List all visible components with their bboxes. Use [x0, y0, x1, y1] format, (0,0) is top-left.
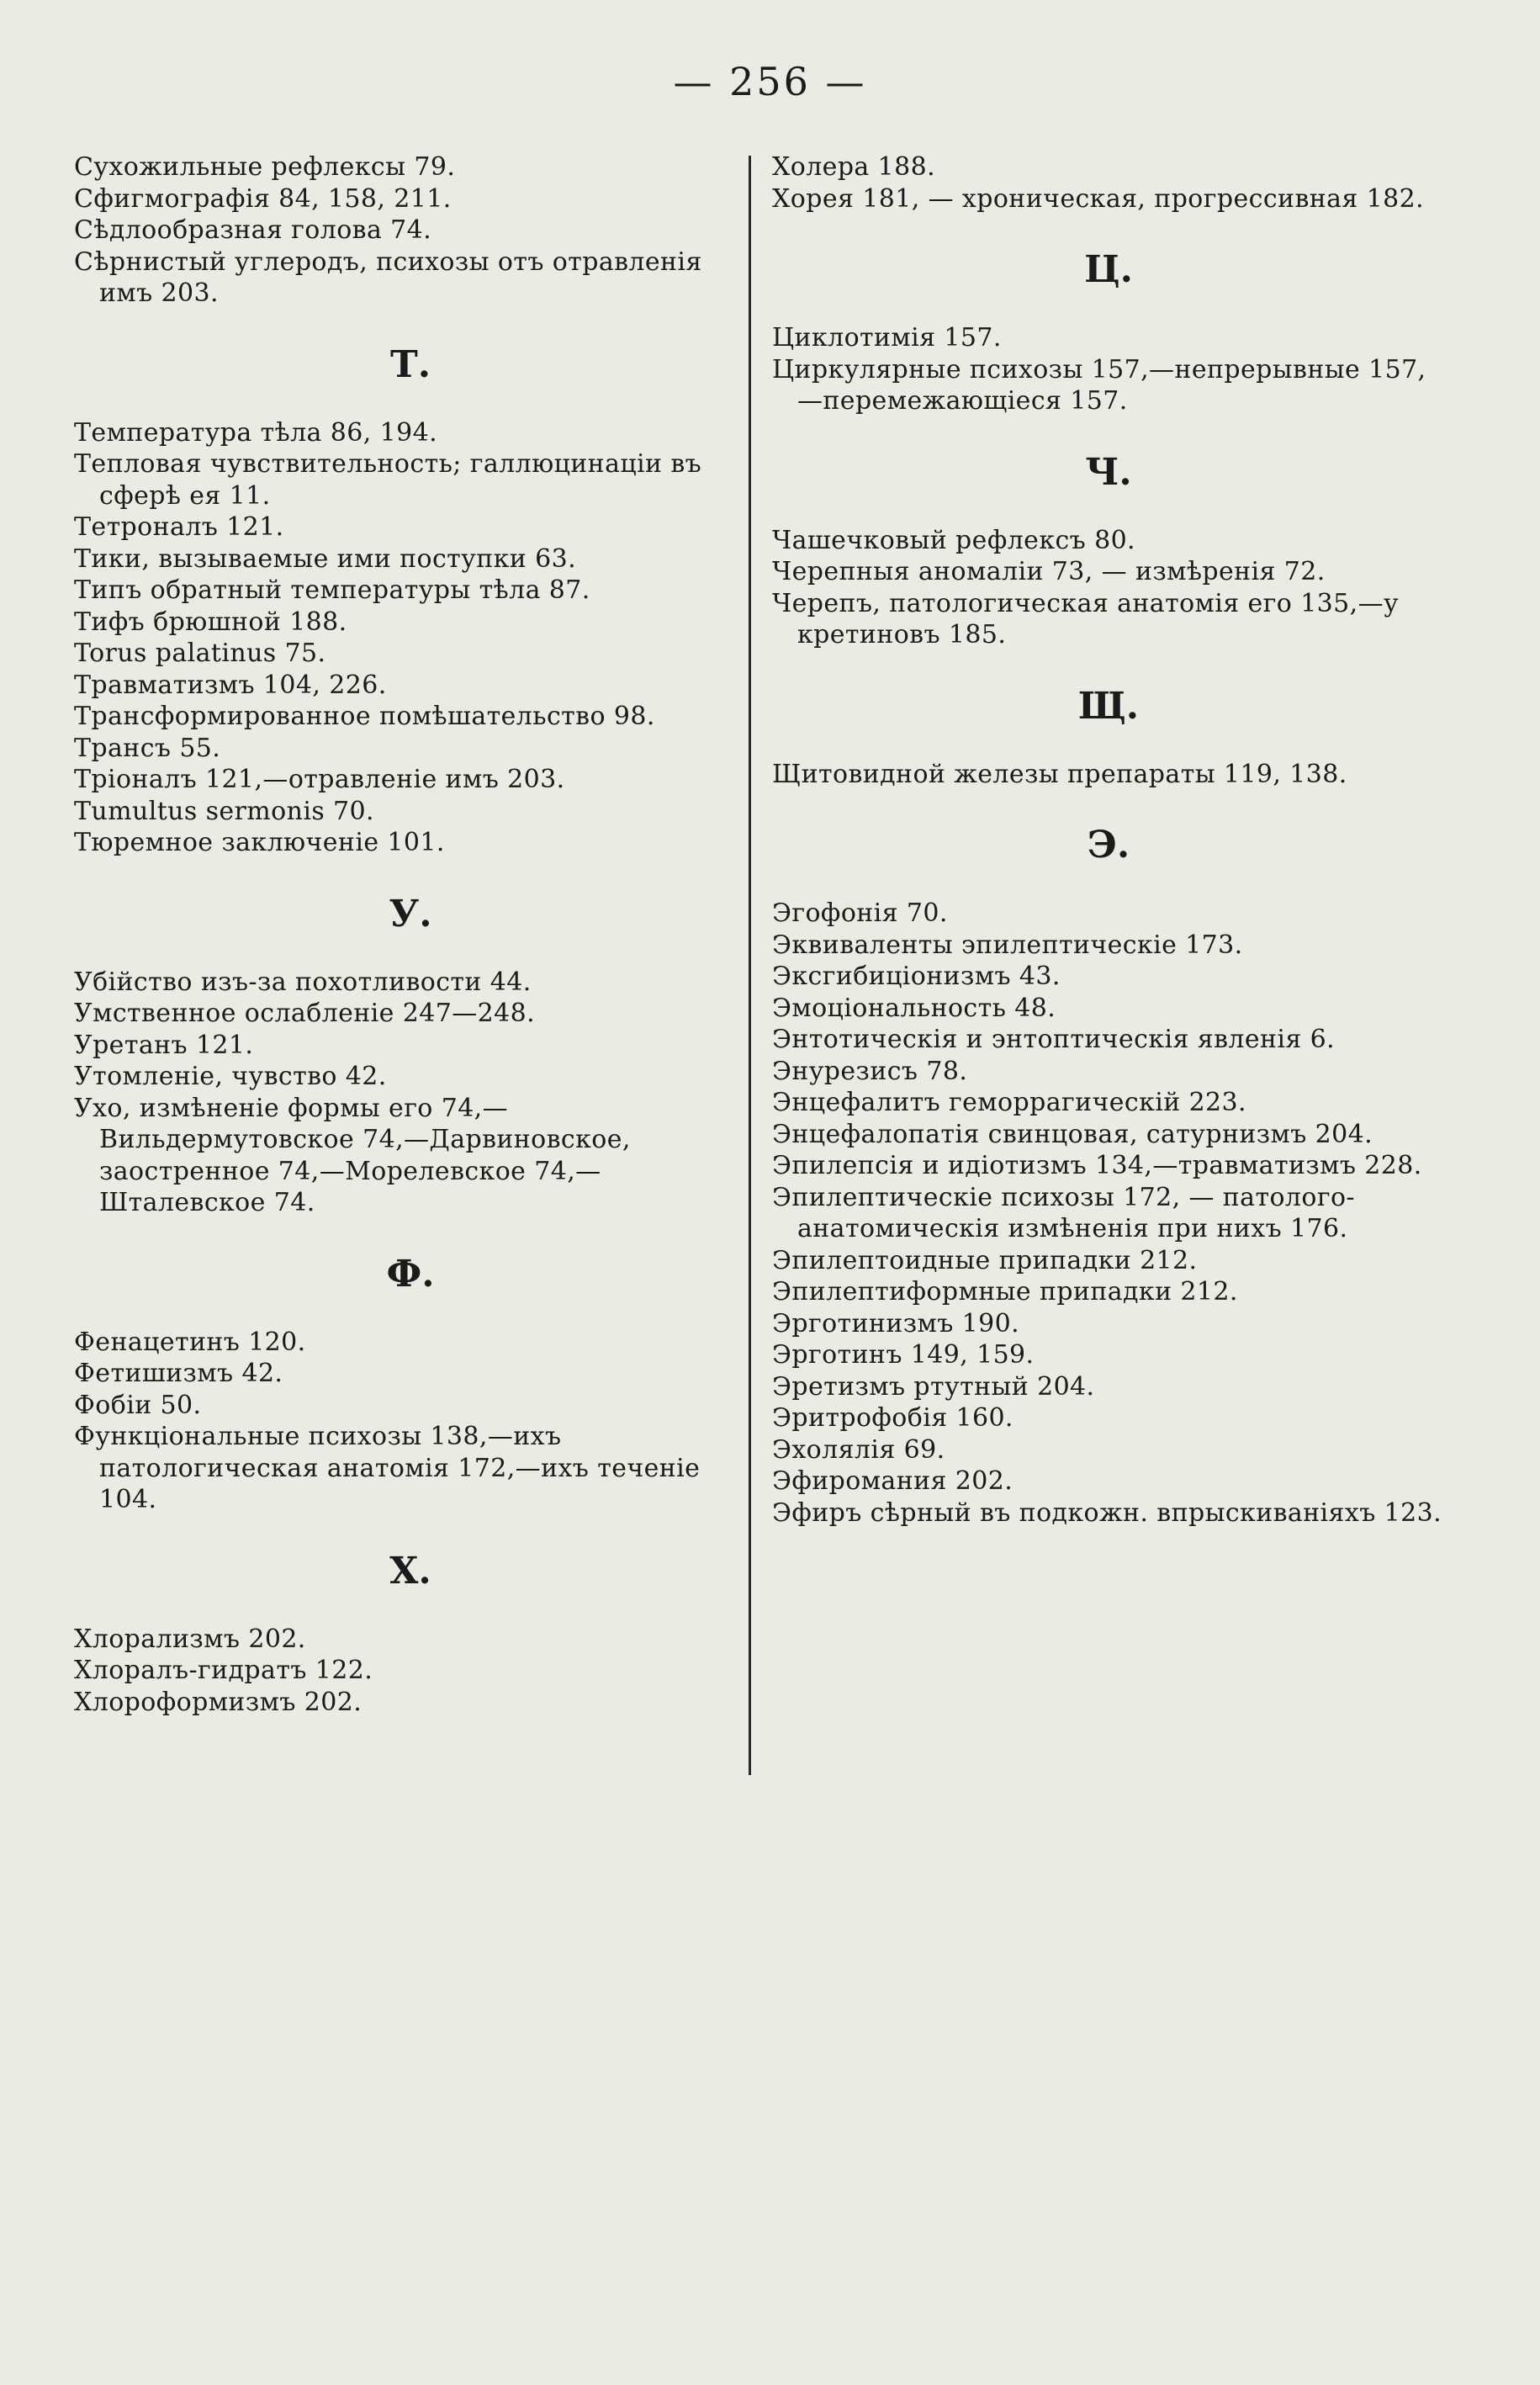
- page-number: — 256 —: [673, 59, 867, 104]
- index-entry: Эпилепсія и идіотизмъ 134,—травматизмъ 228.: [772, 1151, 1422, 1180]
- index-entry: Травматизмъ 104, 226.: [74, 670, 387, 700]
- index-entry: Torus palatinus 75.: [74, 639, 326, 668]
- index-entry: Эпилептическіе психозы 172, — патолого-анатомическія измѣненія при нихъ 176.: [772, 1182, 1355, 1243]
- index-entry: Эмоціональность 48.: [772, 993, 1056, 1023]
- index-entry: Циклотимія 157.: [772, 323, 1002, 352]
- index-entry: Фетишизмъ 42.: [74, 1359, 283, 1388]
- index-entry: Тифъ брюшной 188.: [74, 607, 347, 637]
- section-ts: [772, 248, 1445, 417]
- index-entry: Тики, вызываемые ими поступки 63.: [74, 543, 577, 574]
- index-entry: Эксгибиціонизмъ 43.: [772, 962, 1061, 991]
- index-entry: Эфиръ сѣрный въ подкожн. впрыскиваніяхъ 123.: [772, 1497, 1442, 1528]
- index-entry: Трансформированное помѣшательство 98.: [74, 702, 655, 731]
- index-entry: Чашечковый рефлексъ 80.: [772, 525, 1135, 555]
- index-entry: Сухожильные рефлексы 79.: [74, 152, 456, 182]
- index-entry: Температура тѣла 86, 194.: [74, 417, 438, 448]
- index-entry: Сѣдлообразная голова 74.: [74, 215, 432, 245]
- section-letter: Ф.: [386, 1252, 435, 1296]
- index-entry: Эпилептиформные припадки 212.: [772, 1277, 1238, 1306]
- index-entry: Сѣрнистый углеродъ, психозы отъ отравленія имъ 203.: [74, 246, 711, 308]
- section-letter: У.: [389, 892, 432, 935]
- index-entry: Эрготинъ 149, 159.: [772, 1340, 1035, 1370]
- index-entry: Черепъ, патологическая анатомія его 135,—у кретиновъ 185.: [772, 588, 1407, 649]
- index-entry: Эретизмъ ртутный 204.: [772, 1371, 1095, 1402]
- index-entry: Хлорализмъ 202.: [74, 1624, 306, 1654]
- index-entry: Сфигмографія 84, 158, 211.: [74, 183, 452, 214]
- index-entry: Тюремное заключеніе 101.: [74, 828, 445, 857]
- index-entry: Хорея 181, — хроническая, прогрессивная 182.: [772, 183, 1425, 214]
- index-entry: Эхолялія 69.: [772, 1434, 945, 1465]
- index-entry: Циркулярные психозы 157,—непрерывные 157,—перемежающіеся 157.: [772, 354, 1426, 416]
- index-entry: Функціональные психозы 138,—ихъ патологическая анатомія 172,—ихъ теченіе 104.: [74, 1422, 709, 1514]
- index-entry: Энцефалопатія свинцовая, сатурнизмъ 204.: [772, 1119, 1373, 1149]
- index-entry: Щитовидной железы препараты 119, 138.: [772, 759, 1347, 789]
- index-entry: Трансъ 55.: [74, 733, 221, 763]
- section-shch: [772, 684, 1445, 791]
- index-entry: Умственное ослабленіе 247—248.: [74, 999, 536, 1028]
- section-letter: Э.: [1087, 824, 1130, 867]
- index-entry: Ухо, измѣненіе формы его 74,—Вильдермутовское 74,—Дарвиновское, заостренное 74,—Морелевское 74,—Шталевское 74.: [74, 1093, 639, 1217]
- index-entry: Эфиромания 202.: [772, 1466, 1013, 1496]
- index-entry: Убійство изъ-за похотливости 44.: [74, 967, 532, 997]
- section-letter: Щ.: [1077, 684, 1140, 728]
- section-letter: Ч.: [1085, 450, 1132, 494]
- index-entry: Тетроналъ 121.: [74, 512, 284, 542]
- section-letter: Т.: [389, 342, 431, 386]
- index-entry: Энурезисъ 78.: [772, 1056, 968, 1086]
- index-entry: Tumultus sermonis 70.: [74, 796, 374, 826]
- index-entry: Эрготинизмъ 190.: [772, 1308, 1020, 1338]
- section-ch: [772, 450, 1445, 651]
- section-e: [772, 824, 1445, 1529]
- section-kh: [74, 1549, 747, 1719]
- index-entry: Тепловая чувствительность; галлюцинаціи въ сферѣ ея 11.: [74, 449, 711, 511]
- right-column: [772, 151, 1445, 1529]
- index-entry: Фобіи 50.: [74, 1390, 202, 1420]
- right-intro-block: [772, 151, 1445, 215]
- index-entry: Эритрофобія 160.: [772, 1403, 1013, 1433]
- section-t: [74, 342, 747, 859]
- index-entry: Тріоналъ 121,—отравленіе имъ 203.: [74, 765, 565, 794]
- left-column: [74, 151, 747, 1718]
- index-entry: Холера 188.: [772, 152, 936, 182]
- section-f: [74, 1252, 747, 1516]
- section-letter: Х.: [389, 1549, 431, 1593]
- index-entry: Эквиваленты эпилептическіе 173.: [772, 930, 1243, 960]
- section-u: [74, 892, 747, 1219]
- index-entry: Эпилептоидные припадки 212.: [772, 1245, 1198, 1275]
- index-entry: Фенацетинъ 120.: [74, 1327, 306, 1357]
- index-entry: Хлоралъ-гидратъ 122.: [74, 1656, 373, 1685]
- index-entry: Эгофонія 70.: [772, 898, 948, 928]
- index-entry: Утомленіе, чувство 42.: [74, 1062, 387, 1091]
- column-divider: [749, 156, 751, 1775]
- index-entry: Энтотическія и энтоптическія явленія 6.: [772, 1025, 1336, 1054]
- index-entry: Уретанъ 121.: [74, 1030, 254, 1060]
- section-letter: Ц.: [1084, 248, 1133, 291]
- left-intro-block: [74, 151, 747, 310]
- index-entry: Черепныя аномаліи 73, — измѣренія 72.: [772, 557, 1326, 586]
- index-entry: Хлороформизмъ 202.: [74, 1687, 363, 1717]
- index-entry: Энцефалитъ геморрагическій 223.: [772, 1088, 1246, 1117]
- index-entry: Типъ обратный температуры тѣла 87.: [74, 575, 590, 605]
